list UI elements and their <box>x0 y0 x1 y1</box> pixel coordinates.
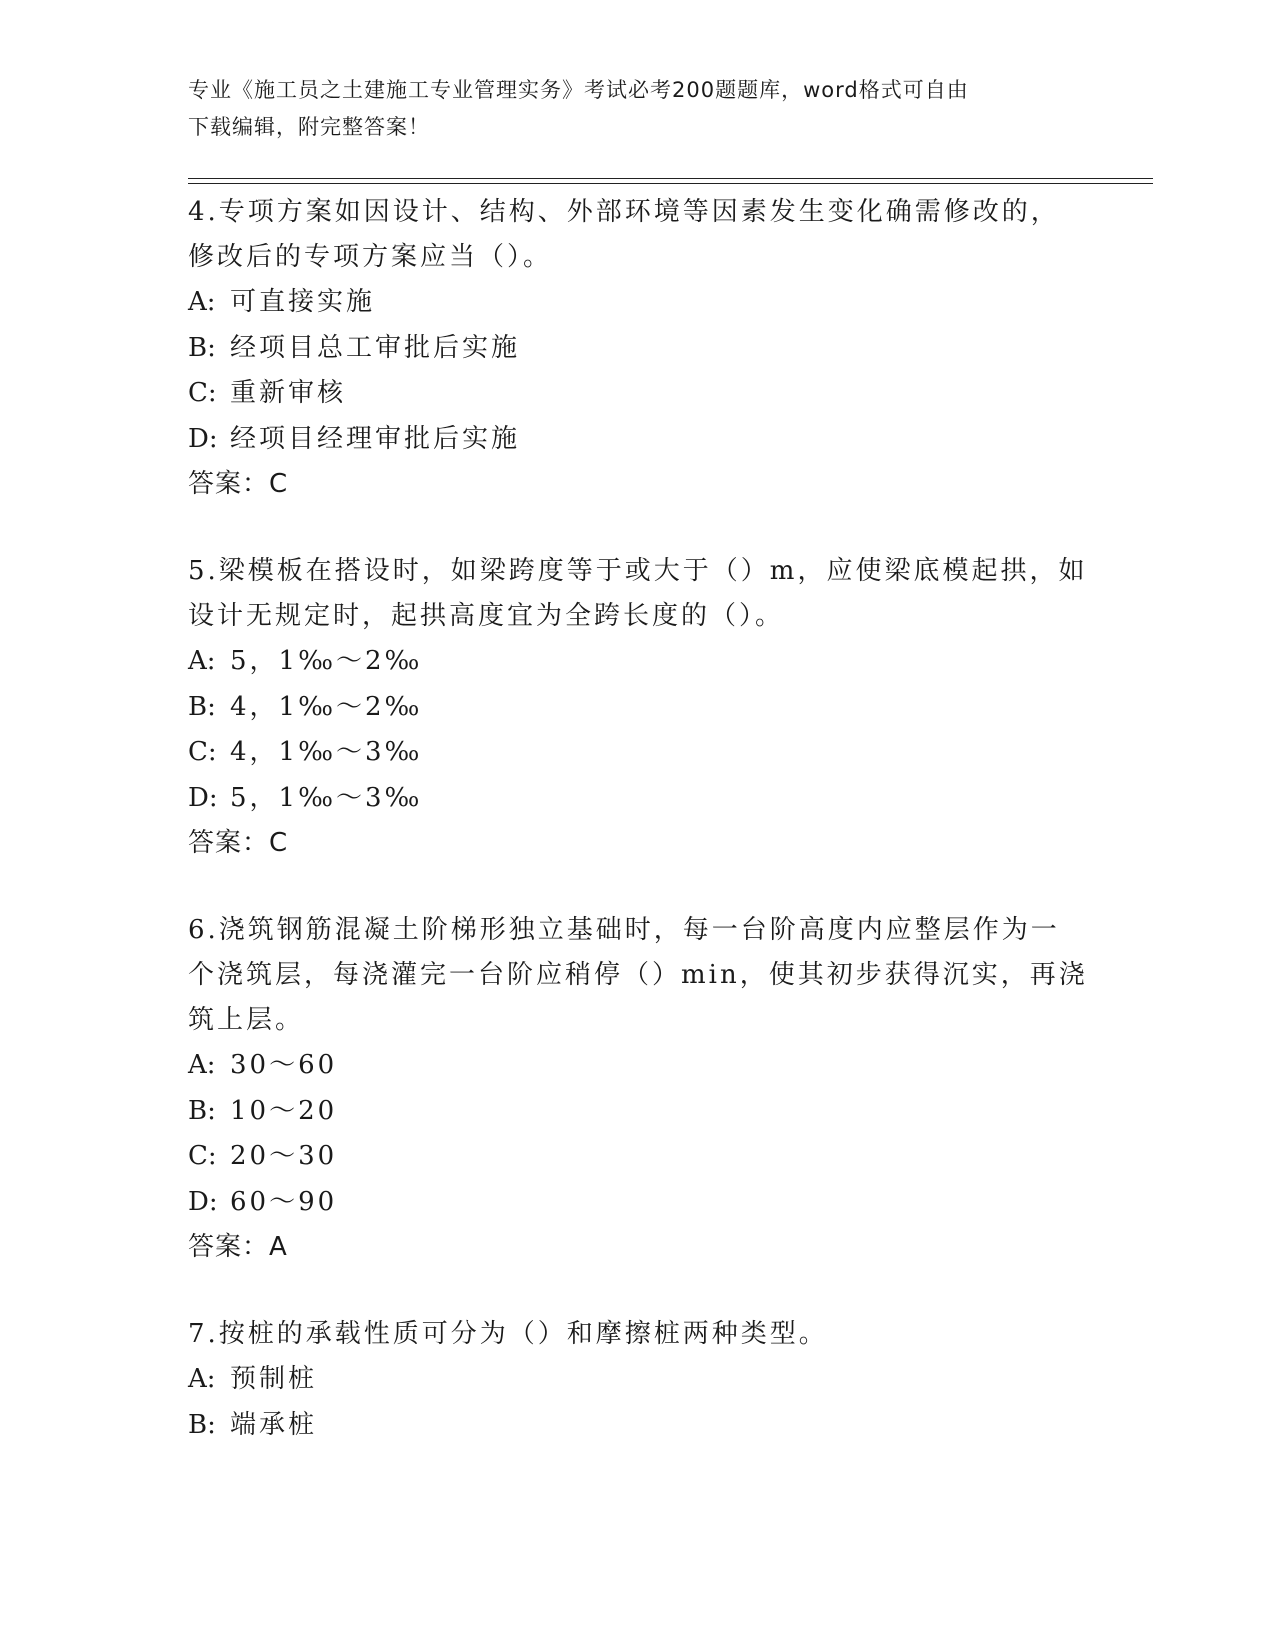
stem-line: 设计无规定时，起拱高度宜为全跨长度的（）。 <box>188 601 785 631</box>
stem-line: 筑上层。 <box>188 1005 305 1035</box>
option-a <box>188 280 1088 326</box>
option-a <box>188 1043 1088 1089</box>
option-c <box>188 1134 1088 1180</box>
stem-line: 6.浇筑钢筋混凝土阶梯形独立基础时，每一台阶高度内应整层作为一 <box>188 915 1060 945</box>
option-text: 30～60 <box>230 1050 338 1080</box>
option-d <box>188 1180 1088 1226</box>
option-text: 10～20 <box>230 1095 338 1126</box>
option-c <box>188 730 1088 776</box>
option-text: 20～30 <box>230 1141 338 1171</box>
option-b <box>188 1089 1088 1135</box>
option-text: 5，1‰～2‰ <box>230 646 423 676</box>
question-6 <box>188 908 1088 1270</box>
option-letter: D: <box>188 1186 218 1217</box>
question-stem <box>188 190 1088 280</box>
option-text: 可直接实施 <box>230 287 376 317</box>
option-text: 预制桩 <box>230 1364 318 1394</box>
option-text: 经项目经理审批后实施 <box>230 423 521 454</box>
option-letter: A: <box>188 1364 216 1394</box>
option-b <box>188 1403 1088 1449</box>
stem-line: 4.专项方案如因设计、结构、外部环境等因素发生变化确需修改的， <box>188 197 1060 227</box>
option-a <box>188 639 1088 685</box>
option-letter: A: <box>188 1050 216 1080</box>
option-letter: B: <box>188 691 216 722</box>
question-list <box>188 190 1088 1448</box>
question-5 <box>188 549 1088 866</box>
header-divider <box>188 178 1153 184</box>
question-stem <box>188 549 1088 639</box>
header-line-1: 专业《施工员之土建施工专业管理实务》考试必考200题题库，word格式可自由 <box>188 78 969 102</box>
option-text: 60～90 <box>230 1186 338 1217</box>
option-b <box>188 326 1088 372</box>
question-4 <box>188 190 1088 507</box>
option-letter: A: <box>188 287 216 317</box>
answer-line: 答案：C <box>188 469 289 499</box>
option-d <box>188 417 1088 463</box>
header-line-2: 下载编辑，附完整答案！ <box>188 115 430 139</box>
option-letter: C: <box>188 378 217 408</box>
option-text: 5，1‰～3‰ <box>230 782 423 813</box>
option-c <box>188 371 1088 417</box>
option-letter: A: <box>188 646 216 676</box>
document-header <box>188 72 1068 146</box>
option-letter: D: <box>188 423 218 454</box>
answer-line: 答案：A <box>188 1232 288 1262</box>
answer-line: 答案：C <box>188 828 289 858</box>
option-a <box>188 1357 1088 1403</box>
question-7 <box>188 1312 1088 1448</box>
stem-line: 修改后的专项方案应当（）。 <box>188 242 553 272</box>
stem-line: 个浇筑层，每浇灌完一台阶应稍停（）min，使其初步获得沉实，再浇 <box>188 960 1088 990</box>
question-stem <box>188 1312 1088 1357</box>
option-letter: C: <box>188 737 217 767</box>
option-b <box>188 685 1088 731</box>
option-letter: C: <box>188 1141 217 1171</box>
stem-line: 5.梁模板在搭设时，如梁跨度等于或大于（）m，应使梁底模起拱，如 <box>188 556 1088 586</box>
option-letter: B: <box>188 1095 216 1126</box>
option-text: 4，1‰～2‰ <box>230 691 423 722</box>
option-d <box>188 776 1088 822</box>
option-letter: B: <box>188 332 216 363</box>
option-text: 端承桩 <box>230 1409 318 1440</box>
question-stem <box>188 908 1088 1043</box>
option-letter: D: <box>188 782 218 813</box>
option-text: 经项目总工审批后实施 <box>230 332 521 363</box>
stem-line: 7.按桩的承载性质可分为（）和摩擦桩两种类型。 <box>188 1319 828 1349</box>
option-text: 4，1‰～3‰ <box>230 737 423 767</box>
option-letter: B: <box>188 1409 216 1440</box>
option-text: 重新审核 <box>230 378 347 408</box>
